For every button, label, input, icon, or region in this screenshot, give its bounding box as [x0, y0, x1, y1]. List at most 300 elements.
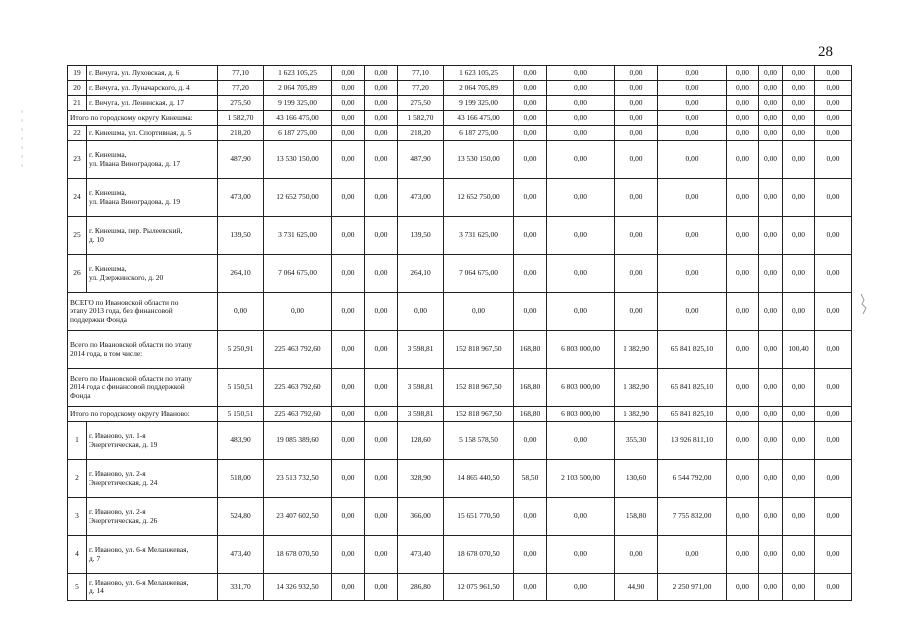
value-cell: 0,00 [759, 255, 783, 293]
value-cell: 0,00 [332, 255, 365, 293]
value-cell: 0,00 [514, 536, 547, 574]
value-cell: 0,00 [727, 422, 759, 460]
value-cell: 12 652 750,00 [264, 179, 332, 217]
value-cell: 0,00 [615, 179, 658, 217]
value-cell: 0,00 [332, 460, 365, 498]
table-row [68, 422, 852, 460]
value-cell: 43 166 475,00 [444, 111, 514, 126]
value-cell: 7 064 675,00 [264, 255, 332, 293]
value-cell: 0,00 [783, 141, 815, 179]
value-cell: 152 818 967,50 [444, 369, 514, 407]
total-label: Итого по городскому округу Кинешма: [68, 111, 218, 126]
value-cell: 0,00 [727, 407, 759, 422]
value-cell: 518,00 [218, 460, 264, 498]
value-cell: 0,00 [514, 498, 547, 536]
value-cell: 225 463 792,60 [264, 331, 332, 369]
table-row [68, 179, 852, 217]
value-cell: 0,00 [514, 255, 547, 293]
value-cell: 0,00 [815, 536, 852, 574]
value-cell: 487,90 [218, 141, 264, 179]
value-cell: 0,00 [727, 331, 759, 369]
value-cell: 0,00 [815, 96, 852, 111]
value-cell: 0,00 [365, 179, 398, 217]
value-cell: 0,00 [759, 460, 783, 498]
value-cell: 58,50 [514, 460, 547, 498]
value-cell: 0,00 [783, 111, 815, 126]
value-cell: 0,00 [365, 331, 398, 369]
value-cell: 0,00 [365, 217, 398, 255]
address-cell: г. Иваново, ул. 6-я Меланжевая, д. 14 [87, 574, 218, 601]
value-cell: 0,00 [759, 126, 783, 141]
value-cell: 0,00 [783, 81, 815, 96]
value-cell: 9 199 325,00 [264, 96, 332, 111]
value-cell: 0,00 [332, 217, 365, 255]
value-cell: 0,00 [514, 96, 547, 111]
value-cell: 0,00 [727, 66, 759, 81]
value-cell: 0,00 [615, 126, 658, 141]
value-cell: 139,50 [398, 217, 444, 255]
value-cell: 0,00 [815, 126, 852, 141]
value-cell: 0,00 [759, 66, 783, 81]
value-cell: 0,00 [365, 574, 398, 601]
address-cell: г. Иваново, ул. 1-я Энергетическая, д. 19 [87, 422, 218, 460]
value-cell: 0,00 [514, 66, 547, 81]
value-cell: 0,00 [658, 255, 727, 293]
total-label: Всего по Ивановской области по этапу 2014 года с финансовой поддержкой Фонда [68, 369, 218, 407]
row-number: 26 [68, 255, 87, 293]
value-cell: 218,20 [398, 126, 444, 141]
value-cell: 0,00 [658, 293, 727, 331]
scan-edge-mark [20, 110, 24, 170]
value-cell: 65 841 825,10 [658, 407, 727, 422]
value-cell: 0,00 [759, 179, 783, 217]
row-number: 2 [68, 460, 87, 498]
value-cell: 0,00 [332, 126, 365, 141]
value-cell: 158,80 [615, 498, 658, 536]
value-cell: 0,00 [658, 111, 727, 126]
value-cell: 130,60 [615, 460, 658, 498]
value-cell: 23 513 732,50 [264, 460, 332, 498]
value-cell: 0,00 [547, 217, 615, 255]
value-cell: 1 582,70 [398, 111, 444, 126]
value-cell: 2 064 705,89 [264, 81, 332, 96]
table-row [68, 81, 852, 96]
value-cell: 0,00 [365, 422, 398, 460]
row-number: 22 [68, 126, 87, 141]
value-cell: 7 755 832,00 [658, 498, 727, 536]
value-cell: 14 326 932,50 [264, 574, 332, 601]
value-cell: 225 463 792,60 [264, 407, 332, 422]
value-cell: 0,00 [815, 369, 852, 407]
value-cell: 0,00 [783, 407, 815, 422]
address-cell: г. Иваново, ул. 6-я Меланжевая, д. 7 [87, 536, 218, 574]
address-cell: г. Кинешма, ул. Дзержинского, д. 20 [87, 255, 218, 293]
table-total-row [68, 293, 852, 331]
value-cell: 0,00 [332, 96, 365, 111]
value-cell: 0,00 [615, 217, 658, 255]
value-cell: 0,00 [547, 81, 615, 96]
value-cell: 264,10 [218, 255, 264, 293]
value-cell: 0,00 [759, 217, 783, 255]
value-cell: 473,00 [398, 179, 444, 217]
value-cell: 0,00 [759, 536, 783, 574]
value-cell: 0,00 [332, 574, 365, 601]
value-cell: 0,00 [727, 369, 759, 407]
value-cell: 473,00 [218, 179, 264, 217]
value-cell: 9 199 325,00 [444, 96, 514, 111]
value-cell: 2 064 705,89 [444, 81, 514, 96]
value-cell: 0,00 [759, 96, 783, 111]
value-cell: 100,40 [783, 331, 815, 369]
table-row [68, 141, 852, 179]
value-cell: 275,50 [398, 96, 444, 111]
value-cell: 0,00 [332, 369, 365, 407]
value-cell: 2 103 500,00 [547, 460, 615, 498]
table-row [68, 96, 852, 111]
table-total-row [68, 407, 852, 422]
value-cell: 23 407 602,50 [264, 498, 332, 536]
value-cell: 0,00 [783, 217, 815, 255]
value-cell: 0,00 [615, 255, 658, 293]
value-cell: 0,00 [444, 293, 514, 331]
value-cell: 18 678 070,50 [444, 536, 514, 574]
value-cell: 473,40 [218, 536, 264, 574]
table-row [68, 498, 852, 536]
value-cell: 168,80 [514, 369, 547, 407]
value-cell: 0,00 [815, 331, 852, 369]
value-cell: 0,00 [815, 407, 852, 422]
value-cell: 0,00 [658, 536, 727, 574]
table-row [68, 217, 852, 255]
value-cell: 3 598,81 [398, 331, 444, 369]
value-cell: 0,00 [727, 111, 759, 126]
value-cell: 0,00 [332, 498, 365, 536]
value-cell: 0,00 [365, 369, 398, 407]
row-number: 20 [68, 81, 87, 96]
value-cell: 0,00 [514, 141, 547, 179]
value-cell: 0,00 [514, 126, 547, 141]
value-cell: 0,00 [783, 293, 815, 331]
value-cell: 14 865 440,50 [444, 460, 514, 498]
table-total-row [68, 331, 852, 369]
value-cell: 0,00 [547, 141, 615, 179]
value-cell: 0,00 [658, 141, 727, 179]
value-cell: 3 731 625,00 [264, 217, 332, 255]
value-cell: 44,90 [615, 574, 658, 601]
value-cell: 0,00 [332, 293, 365, 331]
address-cell: г. Вичуга, ул. Луначарского, д. 4 [87, 81, 218, 96]
value-cell: 0,00 [218, 293, 264, 331]
value-cell: 1 582,70 [218, 111, 264, 126]
total-label: Итого по городскому округу Иваново: [68, 407, 218, 422]
value-cell: 6 803 000,00 [547, 407, 615, 422]
value-cell: 77,20 [218, 81, 264, 96]
value-cell: 0,00 [547, 66, 615, 81]
value-cell: 0,00 [815, 293, 852, 331]
value-cell: 0,00 [615, 111, 658, 126]
value-cell: 0,00 [547, 96, 615, 111]
value-cell: 0,00 [727, 96, 759, 111]
value-cell: 0,00 [365, 111, 398, 126]
value-cell: 0,00 [547, 536, 615, 574]
value-cell: 0,00 [365, 141, 398, 179]
table-row [68, 66, 852, 81]
value-cell: 0,00 [514, 217, 547, 255]
value-cell: 1 382,90 [615, 331, 658, 369]
value-cell: 0,00 [759, 81, 783, 96]
row-number: 3 [68, 498, 87, 536]
value-cell: 0,00 [783, 498, 815, 536]
value-cell: 152 818 967,50 [444, 407, 514, 422]
table-row [68, 126, 852, 141]
value-cell: 0,00 [759, 407, 783, 422]
value-cell: 0,00 [783, 126, 815, 141]
value-cell: 77,10 [398, 66, 444, 81]
row-number: 21 [68, 96, 87, 111]
value-cell: 0,00 [759, 111, 783, 126]
value-cell: 6 187 275,00 [264, 126, 332, 141]
address-cell: г. Иваново, ул. 2-я Энергетическая, д. 26 [87, 498, 218, 536]
total-label: ВСЕГО по Ивановской области по этапу 2013 года, без финансовой поддержки Фонда [68, 293, 218, 331]
value-cell: 0,00 [615, 66, 658, 81]
row-number: 25 [68, 217, 87, 255]
value-cell: 0,00 [547, 293, 615, 331]
value-cell: 0,00 [783, 96, 815, 111]
address-cell: г. Кинешма, ул. Ивана Виноградова, д. 17 [87, 141, 218, 179]
value-cell: 2 250 971,00 [658, 574, 727, 601]
value-cell: 0,00 [547, 179, 615, 217]
value-cell: 0,00 [615, 81, 658, 96]
value-cell: 0,00 [365, 407, 398, 422]
value-cell: 12 652 750,00 [444, 179, 514, 217]
value-cell: 5 250,91 [218, 331, 264, 369]
value-cell: 0,00 [727, 126, 759, 141]
value-cell: 0,00 [727, 255, 759, 293]
value-cell: 0,00 [759, 141, 783, 179]
value-cell: 0,00 [332, 179, 365, 217]
row-number: 23 [68, 141, 87, 179]
value-cell: 0,00 [658, 66, 727, 81]
value-cell: 0,00 [514, 111, 547, 126]
address-cell: г. Кинешма, ул. Ивана Виноградова, д. 19 [87, 179, 218, 217]
value-cell: 0,00 [783, 574, 815, 601]
value-cell: 275,50 [218, 96, 264, 111]
value-cell: 0,00 [783, 369, 815, 407]
address-cell: г. Кинешма, пер. Рылеевский, д. 10 [87, 217, 218, 255]
address-cell: г. Кинешма, ул. Спортивная, д. 5 [87, 126, 218, 141]
value-cell: 6 544 792,00 [658, 460, 727, 498]
value-cell: 483,90 [218, 422, 264, 460]
address-cell: г. Вичуга, ул. Луховская, д. 6 [87, 66, 218, 81]
value-cell: 139,50 [218, 217, 264, 255]
value-cell: 0,00 [264, 293, 332, 331]
value-cell: 0,00 [727, 81, 759, 96]
value-cell: 65 841 825,10 [658, 331, 727, 369]
value-cell: 5 150,51 [218, 407, 264, 422]
value-cell: 0,00 [615, 536, 658, 574]
value-cell: 0,00 [658, 81, 727, 96]
value-cell: 0,00 [783, 179, 815, 217]
value-cell: 0,00 [759, 293, 783, 331]
value-cell: 218,20 [218, 126, 264, 141]
value-cell: 0,00 [365, 66, 398, 81]
value-cell: 77,10 [218, 66, 264, 81]
value-cell: 0,00 [727, 141, 759, 179]
value-cell: 6 803 000,00 [547, 369, 615, 407]
table-total-row [68, 369, 852, 407]
value-cell: 0,00 [365, 536, 398, 574]
table-row [68, 460, 852, 498]
value-cell: 0,00 [727, 217, 759, 255]
value-cell: 1 623 105,25 [264, 66, 332, 81]
value-cell: 0,00 [815, 217, 852, 255]
value-cell: 0,00 [547, 126, 615, 141]
value-cell: 0,00 [658, 96, 727, 111]
value-cell: 328,90 [398, 460, 444, 498]
value-cell: 0,00 [815, 422, 852, 460]
value-cell: 0,00 [332, 111, 365, 126]
address-cell: г. Иваново, ул. 2-я Энергетическая, д. 24 [87, 460, 218, 498]
value-cell: 0,00 [547, 422, 615, 460]
value-cell: 0,00 [815, 141, 852, 179]
value-cell: 473,40 [398, 536, 444, 574]
value-cell: 6 803 000,00 [547, 331, 615, 369]
value-cell: 168,80 [514, 407, 547, 422]
value-cell: 0,00 [514, 81, 547, 96]
value-cell: 0,00 [332, 81, 365, 96]
value-cell: 3 598,81 [398, 369, 444, 407]
scan-noise-mark [858, 292, 870, 316]
value-cell: 286,80 [398, 574, 444, 601]
value-cell: 18 678 070,50 [264, 536, 332, 574]
row-number: 5 [68, 574, 87, 601]
table-row [68, 536, 852, 574]
value-cell: 0,00 [815, 66, 852, 81]
value-cell: 0,00 [365, 96, 398, 111]
value-cell: 0,00 [332, 141, 365, 179]
value-cell: 0,00 [759, 574, 783, 601]
value-cell: 0,00 [658, 126, 727, 141]
value-cell: 7 064 675,00 [444, 255, 514, 293]
value-cell: 13 530 150,00 [444, 141, 514, 179]
value-cell: 0,00 [658, 217, 727, 255]
value-cell: 0,00 [759, 369, 783, 407]
value-cell: 0,00 [365, 498, 398, 536]
value-cell: 0,00 [727, 574, 759, 601]
value-cell: 0,00 [815, 111, 852, 126]
value-cell: 0,00 [615, 96, 658, 111]
value-cell: 0,00 [783, 536, 815, 574]
value-cell: 0,00 [727, 498, 759, 536]
value-cell: 12 075 961,50 [444, 574, 514, 601]
value-cell: 13 926 811,10 [658, 422, 727, 460]
value-cell: 0,00 [332, 331, 365, 369]
housing-program-table [67, 65, 852, 601]
value-cell: 0,00 [398, 293, 444, 331]
value-cell: 13 530 150,00 [264, 141, 332, 179]
value-cell: 1 382,90 [615, 369, 658, 407]
value-cell: 264,10 [398, 255, 444, 293]
value-cell: 0,00 [815, 498, 852, 536]
value-cell: 0,00 [547, 574, 615, 601]
value-cell: 3 731 625,00 [444, 217, 514, 255]
value-cell: 0,00 [514, 293, 547, 331]
value-cell: 15 651 770,50 [444, 498, 514, 536]
value-cell: 0,00 [547, 498, 615, 536]
value-cell: 0,00 [547, 255, 615, 293]
value-cell: 0,00 [514, 422, 547, 460]
row-number: 4 [68, 536, 87, 574]
value-cell: 331,70 [218, 574, 264, 601]
value-cell: 0,00 [815, 574, 852, 601]
value-cell: 0,00 [727, 293, 759, 331]
value-cell: 0,00 [783, 255, 815, 293]
total-label: Всего по Ивановской области по этапу 2014 года, в том числе: [68, 331, 218, 369]
address-cell: г. Вичуга, ул. Ленинская, д. 17 [87, 96, 218, 111]
row-number: 1 [68, 422, 87, 460]
value-cell: 0,00 [332, 422, 365, 460]
row-number: 19 [68, 66, 87, 81]
value-cell: 0,00 [547, 111, 615, 126]
value-cell: 0,00 [332, 536, 365, 574]
value-cell: 0,00 [815, 460, 852, 498]
value-cell: 0,00 [783, 460, 815, 498]
value-cell: 0,00 [759, 422, 783, 460]
value-cell: 366,00 [398, 498, 444, 536]
value-cell: 0,00 [332, 66, 365, 81]
value-cell: 0,00 [815, 179, 852, 217]
value-cell: 5 158 578,50 [444, 422, 514, 460]
value-cell: 487,90 [398, 141, 444, 179]
value-cell: 0,00 [815, 255, 852, 293]
value-cell: 0,00 [332, 407, 365, 422]
value-cell: 43 166 475,00 [264, 111, 332, 126]
value-cell: 3 598,81 [398, 407, 444, 422]
value-cell: 152 818 967,50 [444, 331, 514, 369]
value-cell: 77,20 [398, 81, 444, 96]
value-cell: 0,00 [658, 179, 727, 217]
value-cell: 128,60 [398, 422, 444, 460]
table-row [68, 255, 852, 293]
table-total-row [68, 111, 852, 126]
value-cell: 0,00 [759, 331, 783, 369]
value-cell: 0,00 [365, 255, 398, 293]
value-cell: 168,80 [514, 331, 547, 369]
value-cell: 0,00 [759, 498, 783, 536]
value-cell: 0,00 [514, 574, 547, 601]
value-cell: 0,00 [727, 179, 759, 217]
value-cell: 19 085 389,60 [264, 422, 332, 460]
value-cell: 0,00 [365, 126, 398, 141]
value-cell: 5 150,51 [218, 369, 264, 407]
value-cell: 0,00 [615, 141, 658, 179]
value-cell: 0,00 [615, 293, 658, 331]
value-cell: 524,80 [218, 498, 264, 536]
value-cell: 0,00 [815, 81, 852, 96]
value-cell: 0,00 [783, 422, 815, 460]
value-cell: 0,00 [727, 460, 759, 498]
value-cell: 225 463 792,60 [264, 369, 332, 407]
value-cell: 6 187 275,00 [444, 126, 514, 141]
value-cell: 1 382,90 [615, 407, 658, 422]
value-cell: 0,00 [365, 460, 398, 498]
row-number: 24 [68, 179, 87, 217]
table-row [68, 574, 852, 601]
value-cell: 0,00 [727, 536, 759, 574]
value-cell: 65 841 825,10 [658, 369, 727, 407]
value-cell: 0,00 [783, 66, 815, 81]
value-cell: 1 623 105,25 [444, 66, 514, 81]
